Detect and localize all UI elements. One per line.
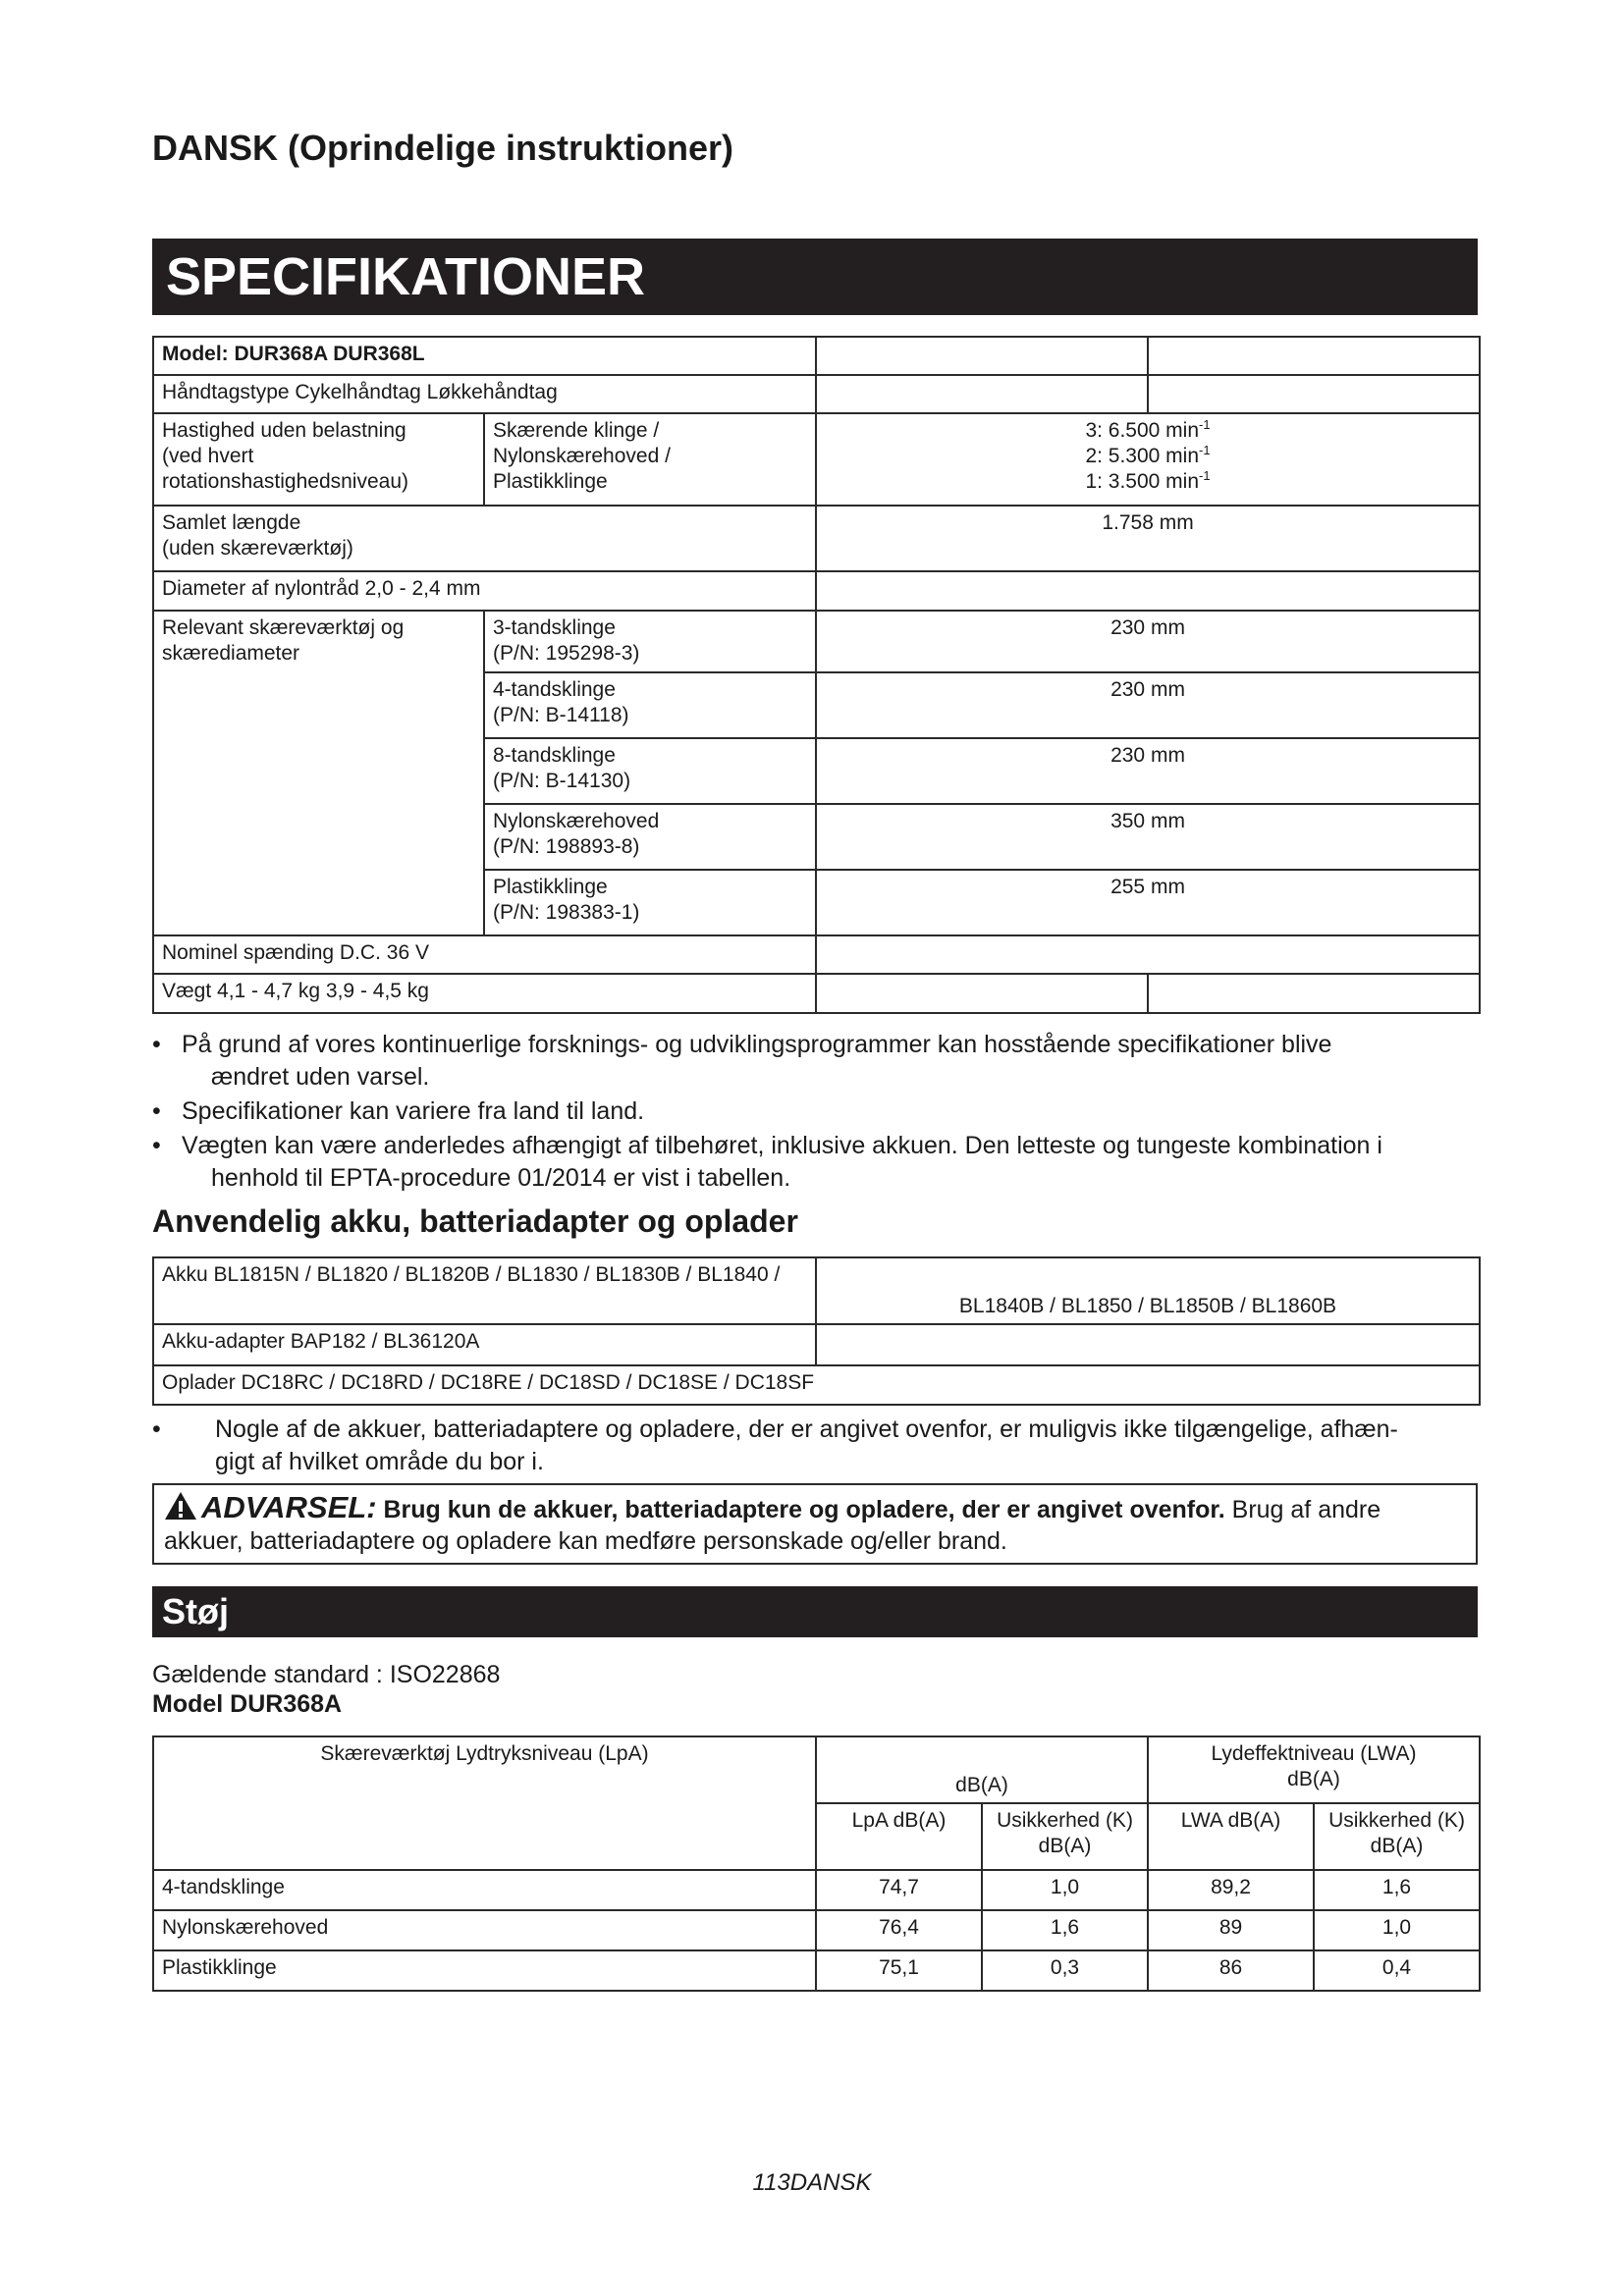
table-row: 4-tandsklinge 74,7 1,0 89,2 1,6 bbox=[153, 1870, 1480, 1910]
spec-notes bbox=[152, 1029, 1488, 1197]
page-number: 113DANSK bbox=[752, 2169, 872, 2196]
k1-header: Usikkerhed (K) dB(A) bbox=[982, 1803, 1148, 1870]
speed-level: 1: 3.500 $\min^{-1}$ bbox=[1085, 468, 1211, 493]
tool-diameter-cell: 230 mm bbox=[816, 611, 1480, 672]
model-cell: Model: DUR368A DUR368L bbox=[153, 337, 816, 375]
warning-icon bbox=[164, 1491, 197, 1521]
handle-type-cell: Håndtagstype Cykelhåndtag Løkkehåndtag bbox=[153, 375, 816, 413]
akku-cell: Akku BL1815N / BL1820 / BL1820B / BL1830 / BL1830B / BL1840 / bbox=[153, 1257, 816, 1324]
note-item: • Vægten kan være anderledes afhængigt af tilbehøret, inklusive akkuen. Den letteste og tungeste kombination i henhold til EPTA-procedure 01/2014 er vist i tabellen. bbox=[152, 1130, 1488, 1195]
empty-cell bbox=[1148, 375, 1480, 413]
specifications-table bbox=[152, 336, 1481, 1014]
noise-banner: Støj bbox=[152, 1586, 1478, 1637]
tools-label-cell: Relevant skæreværktøj og skærediameter bbox=[153, 611, 484, 935]
diameter-cell: Diameter af nylontråd 2,0 - 2,4 mm bbox=[153, 571, 816, 611]
battery-heading: Anvendelig akku, batteriadapter og oplader bbox=[152, 1203, 798, 1239]
speed-label-line: rotationshastighedsniveau) bbox=[162, 470, 408, 493]
lwa-header: LWA dB(A) bbox=[1148, 1803, 1314, 1870]
warning-strong-text: Brug kun de akkuer, batteriadaptere og opladere, der er angivet ovenfor. bbox=[383, 1496, 1225, 1523]
tool-name-cell: Plastikklinge (P/N: 198383-1) bbox=[484, 870, 816, 935]
tool-name-cell: 3-tandsklinge (P/N: 195298-3) bbox=[484, 611, 816, 672]
empty-cell bbox=[816, 571, 1480, 611]
speed-label-cell bbox=[153, 413, 484, 506]
speed-tool-line: Skærende klinge / bbox=[493, 419, 660, 442]
speed-values-cell bbox=[816, 413, 1480, 506]
lpa-header: LpA dB(A) bbox=[816, 1803, 982, 1870]
akku-cont-cell: BL1840B / BL1850 / BL1850B / BL1860B bbox=[816, 1257, 1480, 1324]
standard-text: Gældende standard : ISO22868 bbox=[152, 1661, 501, 1688]
empty-cell bbox=[816, 1324, 1480, 1365]
tool-diameter-cell: 255 mm bbox=[816, 870, 1480, 935]
tool-header: Skæreværktøj Lydtryksniveau (LpA) bbox=[153, 1736, 816, 1870]
tool-name-cell: 8-tandsklinge (P/N: B-14130) bbox=[484, 738, 816, 804]
empty-cell bbox=[1148, 974, 1480, 1013]
note-item: • Specifikationer kan variere fra land til land. bbox=[152, 1095, 1488, 1128]
speed-tools-cell bbox=[484, 413, 816, 506]
k2-header: Usikkerhed (K) dB(A) bbox=[1314, 1803, 1480, 1870]
table-row: Plastikklinge 75,1 0,3 86 0,4 bbox=[153, 1950, 1480, 1991]
length-label-cell: Samlet længde (uden skæreværktøj) bbox=[153, 506, 816, 571]
speed-label-line: (ved hvert bbox=[162, 445, 254, 467]
speed-level: 2: 5.300 $\min^{-1}$ bbox=[1085, 443, 1211, 467]
note-item: • På grund af vores kontinuerlige forsknings- og udviklingsprogrammer kan hosstående specifikationer blive ændret uden varsel. bbox=[152, 1029, 1488, 1094]
speed-level: 3: 6.500 $\min^{-1}$ bbox=[1085, 417, 1211, 442]
adapter-cell: Akku-adapter BAP182 / BL36120A bbox=[153, 1324, 816, 1365]
battery-table bbox=[152, 1256, 1481, 1406]
lpa-group-header: dB(A) bbox=[816, 1736, 1148, 1803]
voltage-cell: Nominel spænding D.C. 36 V bbox=[153, 935, 816, 974]
battery-note: • Nogle af de akkuer, batteriadaptere og opladere, der er angivet ovenfor, er muligvis ikke tilgængelige, afhæn- gigt af hvilket område du bor i. bbox=[152, 1415, 1398, 1475]
page-title: DANSK (Oprindelige instruktioner) bbox=[152, 128, 734, 168]
tool-diameter-cell: 230 mm bbox=[816, 738, 1480, 804]
charger-cell: Oplader DC18RC / DC18RD / DC18RE / DC18SD / DC18SE / DC18SF bbox=[153, 1365, 1480, 1405]
warning-box bbox=[152, 1483, 1478, 1565]
tool-diameter-cell: 230 mm bbox=[816, 672, 1480, 738]
lwa-group-header: Lydeffektniveau (LWA) dB(A) bbox=[1148, 1736, 1480, 1803]
noise-table bbox=[152, 1735, 1481, 1992]
empty-cell bbox=[816, 375, 1148, 413]
tool-name-cell: 4-tandsklinge (P/N: B-14118) bbox=[484, 672, 816, 738]
specifications-banner: SPECIFIKATIONER bbox=[152, 239, 1478, 315]
empty-cell bbox=[816, 935, 1480, 974]
warning-label: ADVARSEL: bbox=[201, 1490, 377, 1524]
speed-tool-line: Nylonskærehoved / bbox=[493, 445, 671, 467]
speed-label-line: Hastighed uden belastning bbox=[162, 419, 406, 442]
empty-cell bbox=[816, 337, 1148, 375]
tool-name-cell: Nylonskærehoved (P/N: 198893-8) bbox=[484, 804, 816, 870]
speed-tool-line: Plastikklinge bbox=[493, 470, 608, 493]
empty-cell bbox=[1148, 337, 1480, 375]
warning-text: Brug af andre akkuer, batteriadaptere og opladere kan medføre personskade og/eller brand. bbox=[164, 1496, 1381, 1555]
empty-cell bbox=[816, 974, 1148, 1013]
length-value-cell: 1.758 mm bbox=[816, 506, 1480, 571]
weight-cell: Vægt 4,1 - 4,7 kg 3,9 - 4,5 kg bbox=[153, 974, 816, 1013]
noise-model: Model DUR368A bbox=[152, 1690, 343, 1718]
tool-diameter-cell: 350 mm bbox=[816, 804, 1480, 870]
table-row: Nylonskærehoved 76,4 1,6 89 1,0 bbox=[153, 1910, 1480, 1950]
